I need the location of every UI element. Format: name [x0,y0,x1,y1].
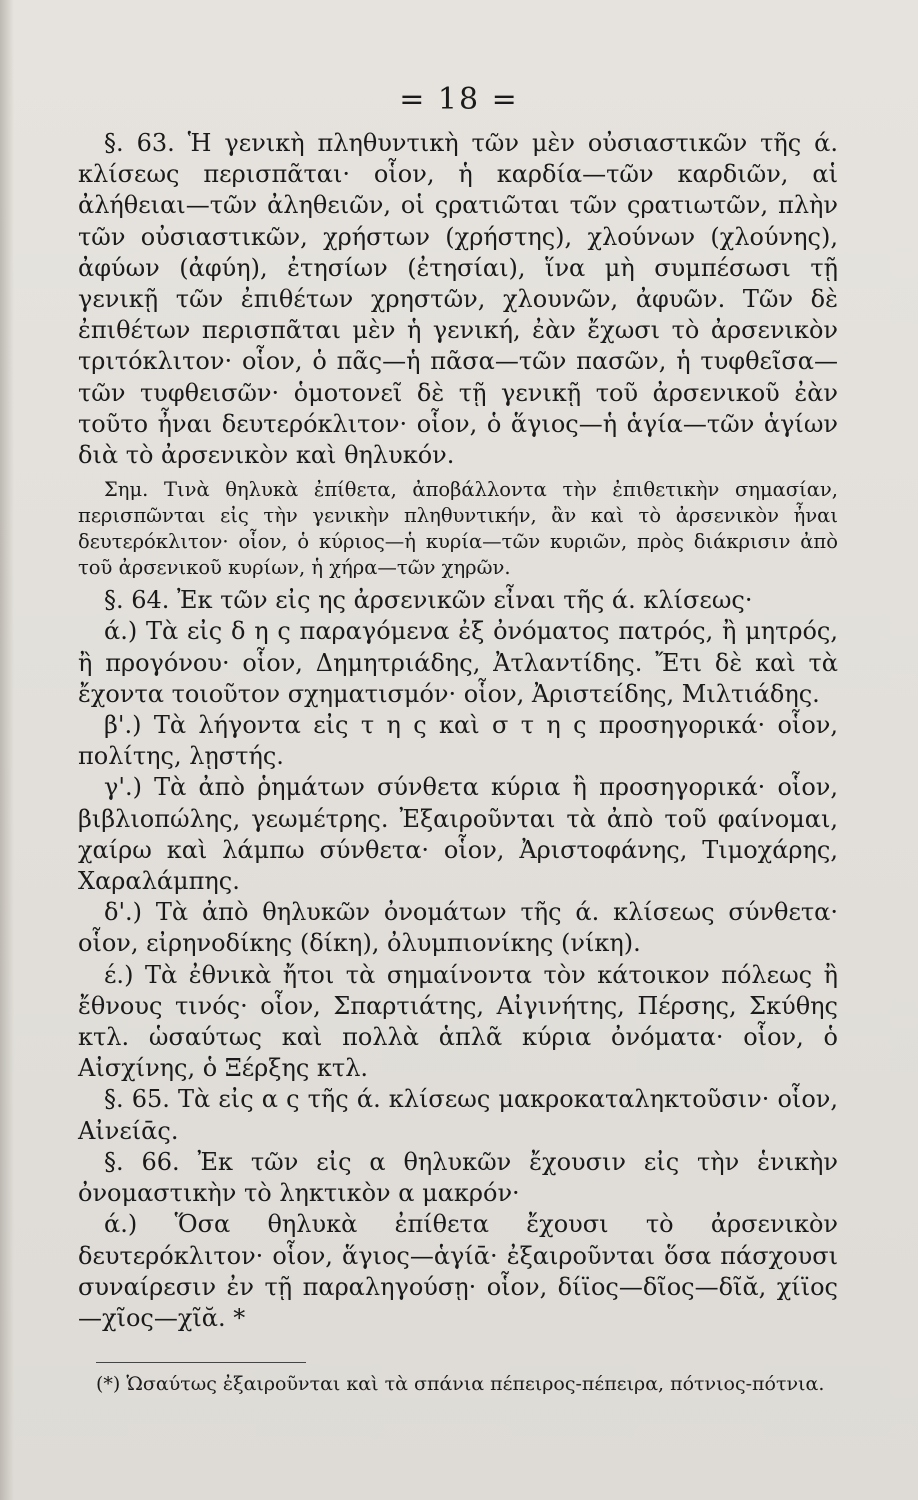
paragraph-63: §. 63. Ἡ γενικὴ πληθυντικὴ τῶν μὲν οὐσιαστικῶν τῆς ά. κλίσεως περισπᾶται· οἷον, ἡ καρδία—τῶν καρδιῶν, αἱ ἀλήθειαι—τῶν ἀληθειῶν, οἱ ςρατιῶται τῶν ςρατιωτῶν, πλὴν τῶν οὐσιαστικῶν, χρήστων (χρήστης), χλούνων (χλούνης), ἀφύων (ἀφύη), ἐτησίων (ἐτησίαι), ἵνα μὴ συμπέσωσι τῇ γενικῇ τῶν ἐπιθέτων χρηστῶν, χλουνῶν, ἀφυῶν. Τῶν δὲ ἐπιθέτων περισπᾶται μὲν ἡ γενική, ἐὰν ἔχωσι τὸ ἀρσενικὸν τριτόκλιτον· οἷον, ὁ πᾶς—ἡ πᾶσα—τῶν πασῶν, ἡ τυφθεῖσα—τῶν τυφθεισῶν· ὁμοτονεῖ δὲ τῇ γενικῇ τοῦ ἀρσενικοῦ ἐὰν τοῦτο ἦναι δευτερόκλιτον· οἷον, ὁ ἅγιος—ἡ ἁγία—τῶν ἁγίων διὰ τὸ ἀρσενικὸν καὶ θηλυκόν. [78,129,838,470]
paragraph-65: §. 65. Τὰ εἰς α ς τῆς ά. κλίσεως μακροκαταληκτοῦσιν· οἷον, Αἰνείᾱς. [78,1085,838,1145]
footnote-rule [96,1362,306,1363]
paragraph-64-c: γ'.) Τὰ ἀπὸ ῥημάτων σύνθετα κύρια ἢ προσηγορικά· οἷον, βιβλιοπώλης, γεωμέτρης. Ἐξαιροῦνται τὰ ἀπὸ τοῦ φαίνομαι, χαίρω καὶ λάμπω σύνθετα· οἷον, Ἀριστοφάνης, Τιμοχάρης, Χαραλάμπης. [78,773,838,896]
note-paragraph: Σημ. Τινὰ θηλυκὰ ἐπίθετα, ἀποβάλλοντα τὴν ἐπιθετικὴν σημασίαν, περισπῶνται εἰς τὴν γενικὴν πληθυντικήν, ἂν καὶ τὸ ἀρσενικὸν ἦναι δευτερόκλιτον· οἷον, ὁ κύριος—ἡ κυρία—τῶν κυριῶν, πρὸς διάκρισιν ἀπὸ τοῦ ἀρσενικοῦ κυρίων, ἡ χήρα—τῶν χηρῶν. [78,478,838,580]
paragraph-64-b: β'.) Τὰ λήγοντα εἰς τ η ς καὶ σ τ η ς προσηγορικά· οἷον, πολίτης, λῃστής. [78,711,838,771]
main-text [78,128,838,1334]
page-number: = 18 = [399,82,519,117]
paragraph-66: §. 66. Ἐκ τῶν εἰς α θηλυκῶν ἔχουσιν εἰς τὴν ἑνικὴν ὀνομαστικὴν τὸ ληκτικὸν α μακρόν· [78,1147,838,1208]
paragraph-64-d: δ'.) Τὰ ἀπὸ θηλυκῶν ὀνομάτων τῆς ά. κλίσεως σύνθετα· οἷον, εἰρηνοδίκης (δίκη), ὀλυμπιονίκης (νίκη). [78,898,838,958]
paragraph-64-e: έ.) Τὰ ἐθνικὰ ἤτοι τὰ σημαίνοντα τὸν κάτοικον πόλεως ἢ ἔθνους τινός· οἷον, Σπαρτιάτης, Αἰγινήτης, Πέρσης, Σκύθης κτλ. ὡσαύτως καὶ πολλὰ ἁπλᾶ κύρια ὀνόματα· οἷον, ὁ Αἰσχίνης, ὁ Ξέρξης κτλ. [78,960,838,1083]
paragraph-66-a: ά.) Ὅσα θηλυκὰ ἐπίθετα ἔχουσι τὸ ἀρσενικὸν δευτερόκλιτον· οἷον, ἅγιος—ἁγίᾱ· ἐξαιροῦνται ὅσα πάσχουσι συναίρεσιν ἐν τῇ παραληγούσῃ· οἷον, δίϊος—δῖος—δῖᾰ, χίϊος—χῖος—χῖᾰ. * [78,1210,838,1332]
footnote: (*) Ὡσαύτως ἐξαιροῦνται καὶ τὰ σπάνια πέπειρος-πέπειρα, πότνιος-πότνια. [96,1373,825,1395]
page-spine-shadow [0,0,14,1500]
paragraph-64-a: ά.) Τὰ εἰς δ η ς παραγόμενα ἐξ ὀνόματος πατρός, ἢ μητρός, ἢ προγόνου· οἷον, Δημητριάδης, Ἀτλαντίδης. Ἔτι δὲ καὶ τὰ ἔχοντα τοιοῦτον σχηματισμόν· οἷον, Ἀριστείδης, Μιλτιάδης. [78,617,838,708]
paragraph-64: §. 64. Ἐκ τῶν εἰς ης ἀρσενικῶν εἶναι τῆς ά. κλίσεως· [104,586,753,615]
